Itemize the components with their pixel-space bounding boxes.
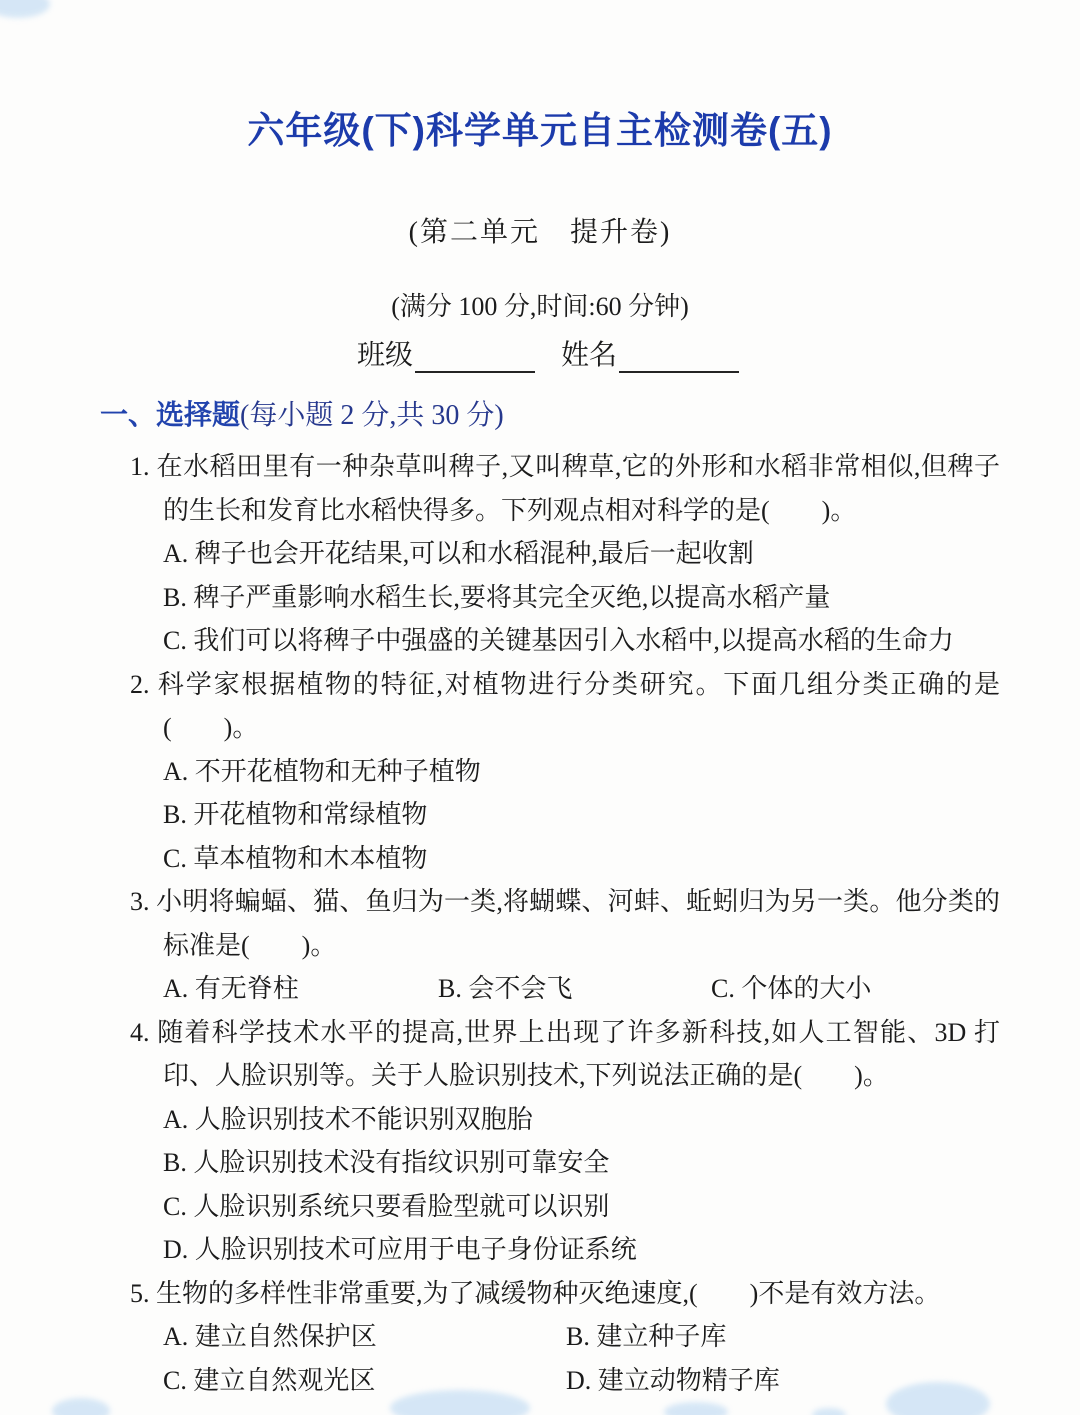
answer-option: A. 不开花植物和无种子植物: [163, 756, 481, 786]
question-list: [130, 445, 1000, 1402]
class-blank-line: [415, 341, 535, 373]
question-5: [130, 1272, 1000, 1403]
answer-option: C. 个体的大小: [711, 974, 872, 1003]
answer-option: C. 我们可以将稗子中强盛的关键基因引入水稻中,以提高水稻的生命力: [163, 626, 954, 655]
student-info-row: [357, 333, 739, 373]
name-label: 姓名: [561, 340, 618, 371]
answer-option: A. 人脸识别技术不能识别双胞胎: [163, 1104, 533, 1134]
answer-option: C. 草本植物和木本植物: [163, 843, 428, 873]
answer-option: A. 稗子也会开花结果,可以和水稻混种,最后一起收割: [163, 539, 754, 568]
question-text: 5. 生物的多样性非常重要,为了减缓物种灭绝速度,( )不是有效方法。: [130, 1278, 941, 1308]
scan-smudge-bottom-5: [812, 1408, 846, 1415]
page-title: 六年级(下)科学单元自主检测卷(五): [247, 110, 833, 151]
question-1: [130, 445, 1000, 663]
question-text: 4. 随着科学技术水平的提高,世界上出现了许多新科技,如人工智能、3D 打印、人脸识别等。关于人脸识别技术,下列说法正确的是( )。: [130, 1017, 1001, 1090]
name-blank-line: [619, 341, 739, 373]
answer-option: B. 人脸识别技术没有指纹识别可靠安全: [163, 1148, 610, 1177]
answer-option: B. 开花植物和常绿植物: [163, 800, 428, 829]
question-number: 3.: [130, 887, 157, 916]
answer-option: D. 人脸识别技术可应用于电子身份证系统: [163, 1235, 637, 1264]
answer-option: A. 有无脊柱: [163, 974, 299, 1003]
question-number: 2.: [130, 669, 158, 699]
answer-option: A. 建立自然保护区: [163, 1322, 377, 1351]
section-heading: [100, 393, 504, 433]
answer-option: B. 会不会飞: [438, 974, 573, 1003]
question-text: 1. 在水稻田里有一种杂草叫稗子,又叫稗草,它的外形和水稻非常相似,但稗子的生长和发育比水稻快得多。下列观点相对科学的是( )。: [130, 452, 1000, 525]
answer-option: C. 人脸识别系统只要看脸型就可以识别: [163, 1191, 610, 1221]
section-note: (每小题 2 分,共 30 分): [240, 400, 504, 431]
answer-option: B. 建立种子库: [566, 1322, 727, 1351]
question-text: 2. 科学家根据植物的特征,对植物进行分类研究。下面几组分类正确的是( )。: [130, 669, 1000, 742]
scan-smudge-bottom-3: [664, 1402, 728, 1415]
answer-option-row: [130, 1315, 1000, 1402]
question-text: 3. 小明将蝙蝠、猫、鱼归为一类,将蝴蝶、河蚌、蚯蚓归为另一类。他分类的标准是( )。: [130, 887, 1000, 960]
answer-option-row: [130, 967, 1000, 1011]
section-title: 一、选择题: [100, 399, 241, 430]
answer-option: C. 建立自然观光区: [163, 1365, 376, 1395]
scan-smudge-top-left: [0, 0, 50, 18]
question-2: [130, 663, 1000, 881]
class-label: 班级: [357, 340, 414, 371]
question-4: [130, 1011, 1000, 1272]
unit-subtitle: (第二单元 提升卷): [408, 217, 672, 248]
question-number: 1.: [130, 452, 157, 481]
scan-smudge-bottom-1: [52, 1398, 110, 1415]
question-number: 4.: [130, 1017, 158, 1047]
question-number: 5.: [130, 1278, 156, 1308]
answer-option: D. 建立动物精子库: [566, 1365, 780, 1395]
answer-option: B. 稗子严重影响水稻生长,要将其完全灭绝,以提高水稻产量: [163, 582, 831, 612]
question-3: [130, 880, 1000, 1011]
score-time-info: (满分 100 分,时间:60 分钟): [391, 292, 689, 321]
